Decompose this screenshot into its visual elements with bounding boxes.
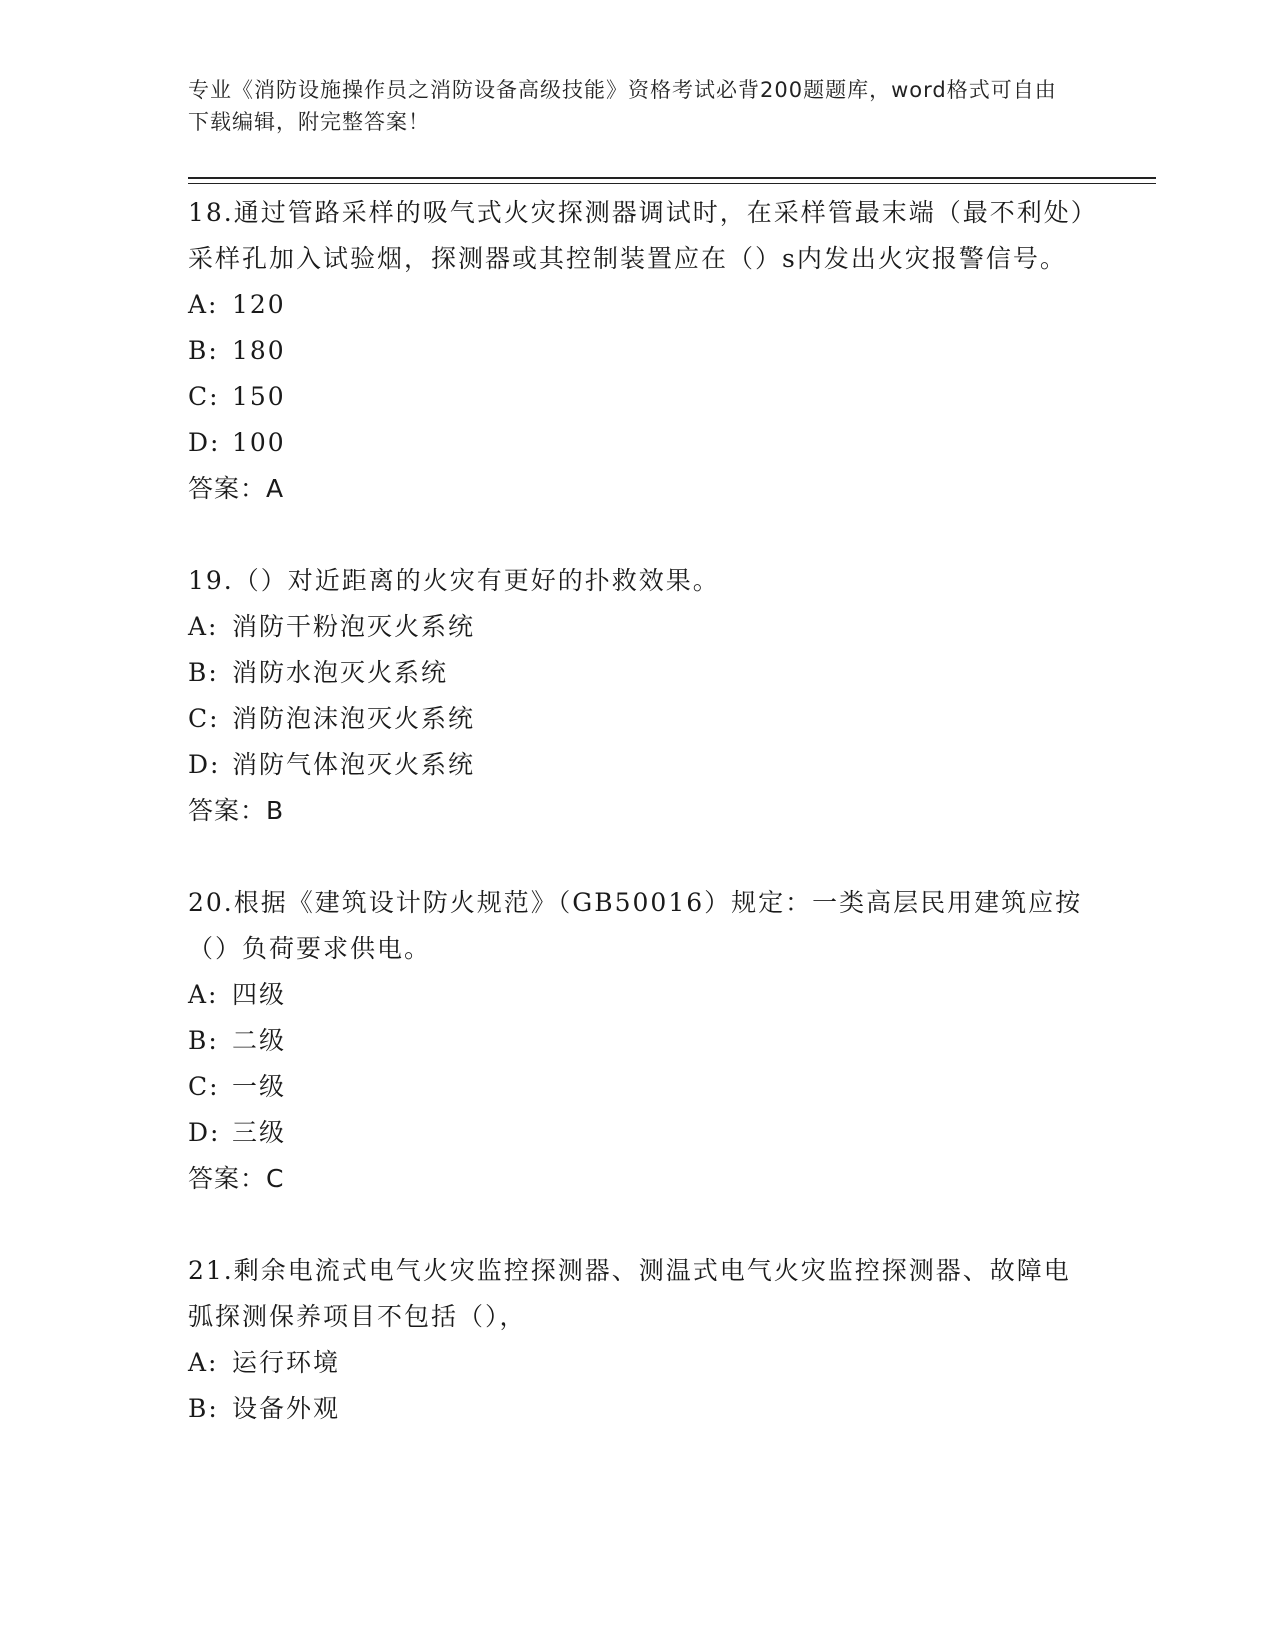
option-b bbox=[188, 650, 1088, 696]
option-letter: C: bbox=[188, 1072, 220, 1101]
option-text: 设备外观 bbox=[232, 1394, 341, 1423]
option-letter: C: bbox=[188, 382, 220, 411]
option-b bbox=[188, 1018, 1088, 1064]
option-d bbox=[188, 1110, 1088, 1156]
option-text: 100 bbox=[232, 428, 286, 457]
option-letter: B: bbox=[188, 658, 219, 687]
option-letter: B: bbox=[188, 1026, 219, 1055]
option-b bbox=[188, 328, 1088, 374]
question-19 bbox=[188, 558, 1088, 834]
option-text: 四级 bbox=[232, 980, 287, 1009]
option-letter: A: bbox=[188, 980, 219, 1009]
option-a bbox=[188, 282, 1088, 328]
option-text: 运行环境 bbox=[232, 1348, 341, 1377]
option-letter: D: bbox=[188, 750, 221, 779]
option-text: 120 bbox=[232, 290, 286, 319]
question-text: 18.通过管路采样的吸气式火灾探测器调试时，在采样管最末端（最不利处）采样孔加入试验烟，探测器或其控制装置应在（）s内发出火灾报警信号。 bbox=[188, 198, 1086, 273]
option-text: 180 bbox=[232, 336, 286, 365]
option-text: 消防气体泡灭火系统 bbox=[232, 750, 476, 779]
option-a bbox=[188, 972, 1088, 1018]
option-d bbox=[188, 420, 1088, 466]
question-18 bbox=[188, 190, 1088, 512]
option-letter: A: bbox=[188, 290, 219, 319]
option-text: 150 bbox=[232, 382, 286, 411]
option-c bbox=[188, 374, 1088, 420]
option-text: 一级 bbox=[232, 1072, 287, 1101]
option-text: 三级 bbox=[232, 1118, 287, 1147]
option-letter: D: bbox=[188, 1118, 221, 1147]
option-letter: B: bbox=[188, 1394, 219, 1423]
option-letter: B: bbox=[188, 336, 219, 365]
question-21 bbox=[188, 1248, 1088, 1432]
option-letter: A: bbox=[188, 1348, 219, 1377]
option-text: 消防泡沫泡灭火系统 bbox=[232, 704, 476, 733]
question-list bbox=[188, 190, 1088, 1478]
answer-line: 答案：C bbox=[188, 1164, 285, 1193]
answer-line: 答案：A bbox=[188, 474, 285, 503]
option-d bbox=[188, 742, 1088, 788]
question-text: 19.（）对近距离的火灾有更好的扑救效果。 bbox=[188, 566, 720, 595]
question-20 bbox=[188, 880, 1088, 1202]
header-divider-thick bbox=[188, 177, 1156, 179]
document-header: 专业《消防设施操作员之消防设备高级技能》资格考试必背200题题库，word格式可自由下载编辑，附完整答案！ bbox=[188, 78, 1057, 134]
option-a bbox=[188, 604, 1088, 650]
option-text: 消防水泡灭火系统 bbox=[232, 658, 449, 687]
option-letter: C: bbox=[188, 704, 220, 733]
option-c bbox=[188, 696, 1088, 742]
question-text: 20.根据《建筑设计防火规范》（GB50016）规定：一类高层民用建筑应按（）负荷要求供电。 bbox=[188, 888, 1083, 963]
option-a bbox=[188, 1340, 1088, 1386]
option-text: 二级 bbox=[232, 1026, 287, 1055]
option-c bbox=[188, 1064, 1088, 1110]
option-b bbox=[188, 1386, 1088, 1432]
option-letter: D: bbox=[188, 428, 221, 457]
answer-line: 答案：B bbox=[188, 796, 285, 825]
option-text: 消防干粉泡灭火系统 bbox=[232, 612, 476, 641]
question-text: 21.剩余电流式电气火灾监控探测器、测温式电气火灾监控探测器、故障电弧探测保养项目不包括（）， bbox=[188, 1256, 1071, 1331]
header-divider-thin bbox=[188, 183, 1156, 184]
option-letter: A: bbox=[188, 612, 219, 641]
